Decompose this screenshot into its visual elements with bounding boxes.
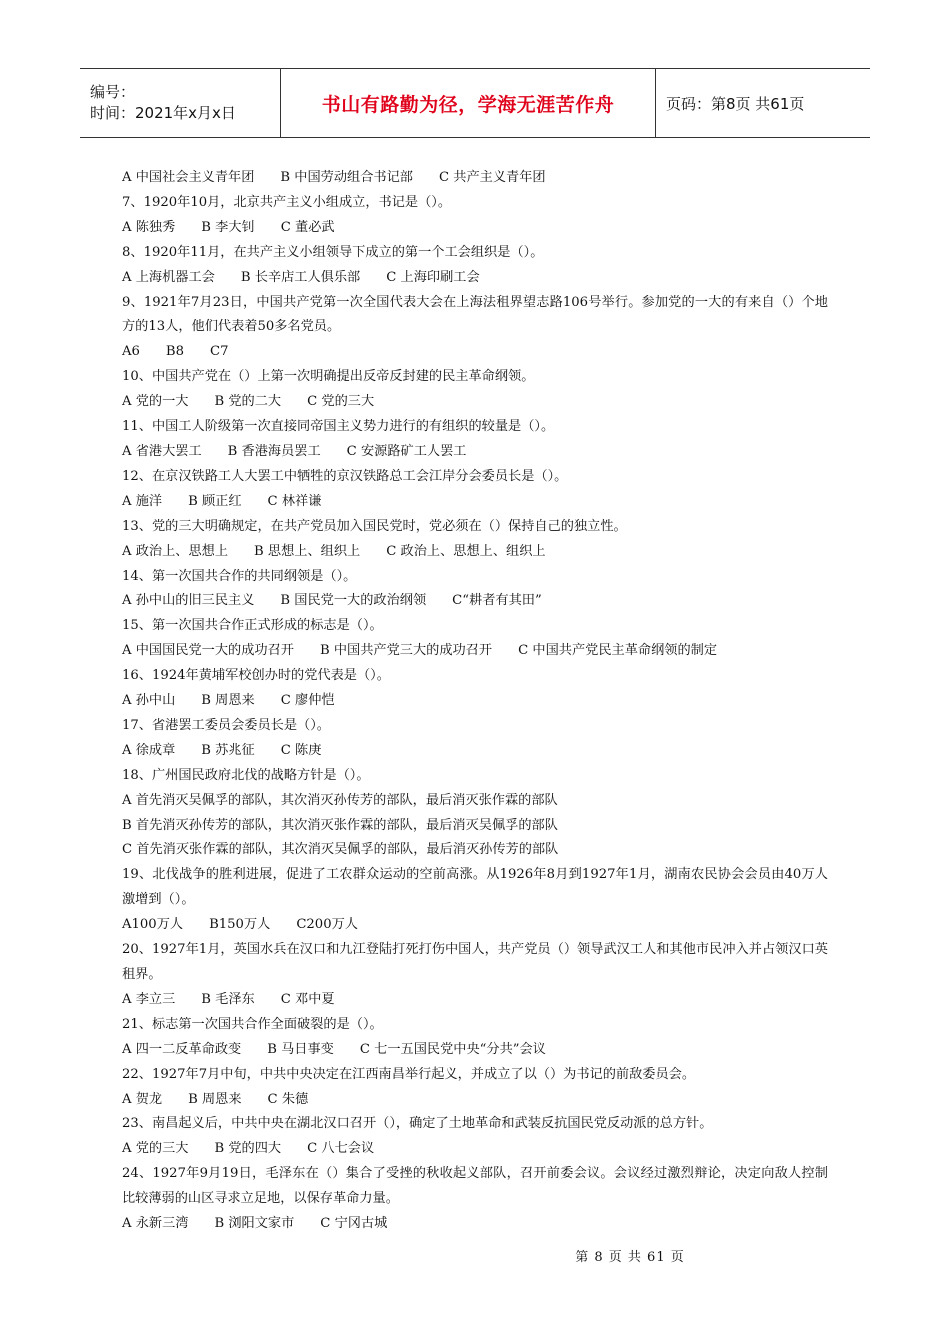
option-a: A 孙中山 — [122, 693, 176, 709]
option-b: B150万人 — [209, 917, 271, 933]
header-page-cell — [656, 69, 870, 137]
option-b: B 中国劳动组合书记部 — [280, 170, 413, 185]
option-c: C 共产主义青年团 — [438, 170, 546, 185]
question-text: 23、南昌起义后，中共中央在湖北汉口召开（），确定了土地革命和武装反抗国民党反动派的总方针。 — [122, 1116, 713, 1132]
options-row — [122, 266, 828, 291]
options-row — [122, 739, 828, 764]
option-c: C 政治上、思想上、组织上 — [386, 543, 546, 559]
option-a: A 贺龙 — [122, 1091, 163, 1107]
option-c: C 林祥谦 — [267, 493, 322, 509]
question-text: 8、1920年11月，在共产主义小组领导下成立的第一个工会组织是（）。 — [122, 244, 544, 260]
option-a: A 四一二反革命政变 — [122, 1041, 242, 1057]
option-a: A6 — [122, 344, 140, 360]
option-c: C 八七会议 — [307, 1141, 375, 1157]
option-c: C 宁冈古城 — [320, 1216, 388, 1232]
header-meta — [80, 69, 281, 137]
motto: 书山有路勤为径，学海无涯苦作舟 — [321, 93, 615, 116]
option-b: B 长辛店工人俱乐部 — [240, 269, 361, 285]
options-row — [122, 913, 828, 938]
option-b: B 马日事变 — [267, 1041, 334, 1057]
question-text: B 首先消灭孙传芳的部队，其次消灭张作霖的部队，最后消灭吴佩孚的部队 — [122, 817, 558, 833]
question-text: 22、1927年7月中旬，中共中央决定在江西南昌举行起义，并成立了以（）为书记的前敌委员会。 — [122, 1066, 696, 1082]
options-row — [122, 1137, 828, 1162]
page-info: 页码：第8页 共61页 — [666, 94, 805, 113]
options-row — [122, 340, 828, 365]
option-b: B 周恩来 — [201, 693, 255, 709]
option-c: C 党的三大 — [307, 394, 375, 410]
option-c: C 上海印刷工会 — [386, 269, 480, 285]
question-text: 18、广州国民政府北伐的战略方针是（）。 — [122, 767, 370, 783]
option-c: C 邓中夏 — [280, 991, 335, 1007]
option-a: A 政治上、思想上 — [122, 543, 229, 559]
question-text: 7、1920年10月，北京共产主义小组成立，书记是（）。 — [122, 194, 452, 210]
options-row — [122, 639, 828, 664]
option-b: B 香港海员罢工 — [227, 443, 321, 459]
option-a: A 徐成章 — [122, 742, 176, 758]
options-row — [122, 166, 828, 191]
option-c: C 安源路矿工人罢工 — [346, 443, 467, 459]
question-text: 21、标志第一次国共合作全面破裂的是（）。 — [122, 1016, 383, 1032]
option-a: A 省港大罢工 — [122, 443, 202, 459]
question-text: C 首先消灭张作霖的部队，其次消灭吴佩孚的部队，最后消灭孙传芳的部队 — [122, 842, 559, 858]
option-a: A 永新三湾 — [122, 1216, 189, 1232]
question-text: 16、1924年黄埔军校创办时的党代表是（）。 — [122, 668, 390, 684]
option-c: C“耕者有其田” — [452, 593, 542, 609]
option-a: A100万人 — [122, 917, 184, 933]
time-label: 时间：2021年x月x日 — [90, 104, 236, 122]
option-c: C 朱德 — [267, 1091, 309, 1107]
option-b: B 顾正红 — [188, 493, 242, 509]
option-c: C 廖仲恺 — [280, 693, 335, 709]
question-text: 12、在京汉铁路工人大罢工中牺牲的京汉铁路总工会江岸分会委员长是（）。 — [122, 468, 568, 484]
options-row — [122, 490, 828, 515]
option-c: C 七一五国民党中央“分共”会议 — [359, 1041, 546, 1057]
option-b: B 中国共产党三大的成功召开 — [319, 643, 493, 659]
question-text: 13、党的三大明确规定，在共产党员加入国民党时，党必须在（）保持自己的独立性。 — [122, 518, 627, 534]
option-b: B 毛泽东 — [201, 991, 255, 1007]
option-c: C 中国共产党民主革命纲领的制定 — [518, 643, 718, 659]
options-row — [122, 988, 828, 1013]
option-c: C7 — [210, 344, 229, 360]
option-a: A 上海机器工会 — [122, 269, 215, 285]
option-a: A 中国国民党一大的成功召开 — [122, 643, 294, 659]
options-row — [122, 216, 828, 241]
question-text: 11、中国工人阶级第一次直接同帝国主义势力进行的有组织的较量是（）。 — [122, 419, 555, 435]
option-b: B 浏阳文家市 — [214, 1216, 295, 1232]
option-b: B 国民党一大的政治纲领 — [280, 593, 427, 609]
question-text: 15、第一次国共合作正式形成的标志是（）。 — [122, 618, 383, 634]
options-row — [122, 1212, 828, 1237]
header-motto-cell — [281, 69, 656, 137]
option-a: A 中国社会主义青年团 — [122, 170, 255, 185]
option-c: C200万人 — [296, 917, 358, 933]
question-text: 10、中国共产党在（）上第一次明确提出反帝反封建的民主革命纲领。 — [122, 369, 535, 385]
question-text: 19、北伐战争的胜利进展，促进了工农群众运动的空前高涨。从1926年8月到1927年1月，湖南农民协会会员由40万人激增到（）。 — [122, 867, 828, 908]
option-b: B 李大钊 — [201, 219, 255, 235]
option-a: A 党的三大 — [122, 1141, 189, 1157]
question-text: 24、1927年9月19日，毛泽东在（）集合了受挫的秋收起义部队，召开前委会议。会议经过激烈辩论，决定向敌人控制比较薄弱的山区寻求立足地，以保存革命力量。 — [122, 1166, 828, 1207]
option-c: C 董必武 — [280, 219, 335, 235]
question-text: 17、省港罢工委员会委员长是（）。 — [122, 717, 330, 733]
options-row — [122, 589, 828, 614]
options-row — [122, 1088, 828, 1113]
option-a: A 孙中山的旧三民主义 — [122, 593, 255, 609]
question-text: 20、1927年1月，英国水兵在汉口和九江登陆打死打伤中国人，共产党员（）领导武汉工人和其他市民冲入并占领汉口英租界。 — [122, 942, 828, 982]
option-a: A 李立三 — [122, 991, 176, 1007]
option-c: C 陈庚 — [280, 742, 322, 758]
document-body — [122, 166, 828, 1237]
question-text: 14、第一次国共合作的共同纲领是（）。 — [122, 568, 357, 584]
options-row — [122, 1038, 828, 1063]
question-text: 9、1921年7月23日，中国共产党第一次全国代表大会在上海法租界望志路106号举行。参加党的一大的有来自（）个地方的13人，他们代表着50多名党员。 — [122, 294, 828, 335]
option-b: B 党的二大 — [214, 394, 282, 410]
page-footer: 第 8 页 共 61 页 — [575, 1250, 685, 1265]
page-header — [80, 68, 870, 138]
option-b: B 苏兆征 — [201, 742, 255, 758]
options-row — [122, 440, 828, 465]
number-label: 编号： — [90, 83, 136, 101]
options-row — [122, 390, 828, 415]
option-b: B 周恩来 — [188, 1091, 242, 1107]
option-a: A 施洋 — [122, 493, 163, 509]
question-text: A 首先消灭吴佩孚的部队，其次消灭孙传芳的部队，最后消灭张作霖的部队 — [122, 792, 558, 808]
options-row — [122, 689, 828, 714]
option-b: B 党的四大 — [214, 1141, 282, 1157]
option-b: B 思想上、组织上 — [254, 543, 361, 559]
option-b: B8 — [165, 344, 185, 360]
option-a: A 陈独秀 — [122, 219, 176, 235]
options-row — [122, 540, 828, 565]
option-a: A 党的一大 — [122, 394, 189, 410]
